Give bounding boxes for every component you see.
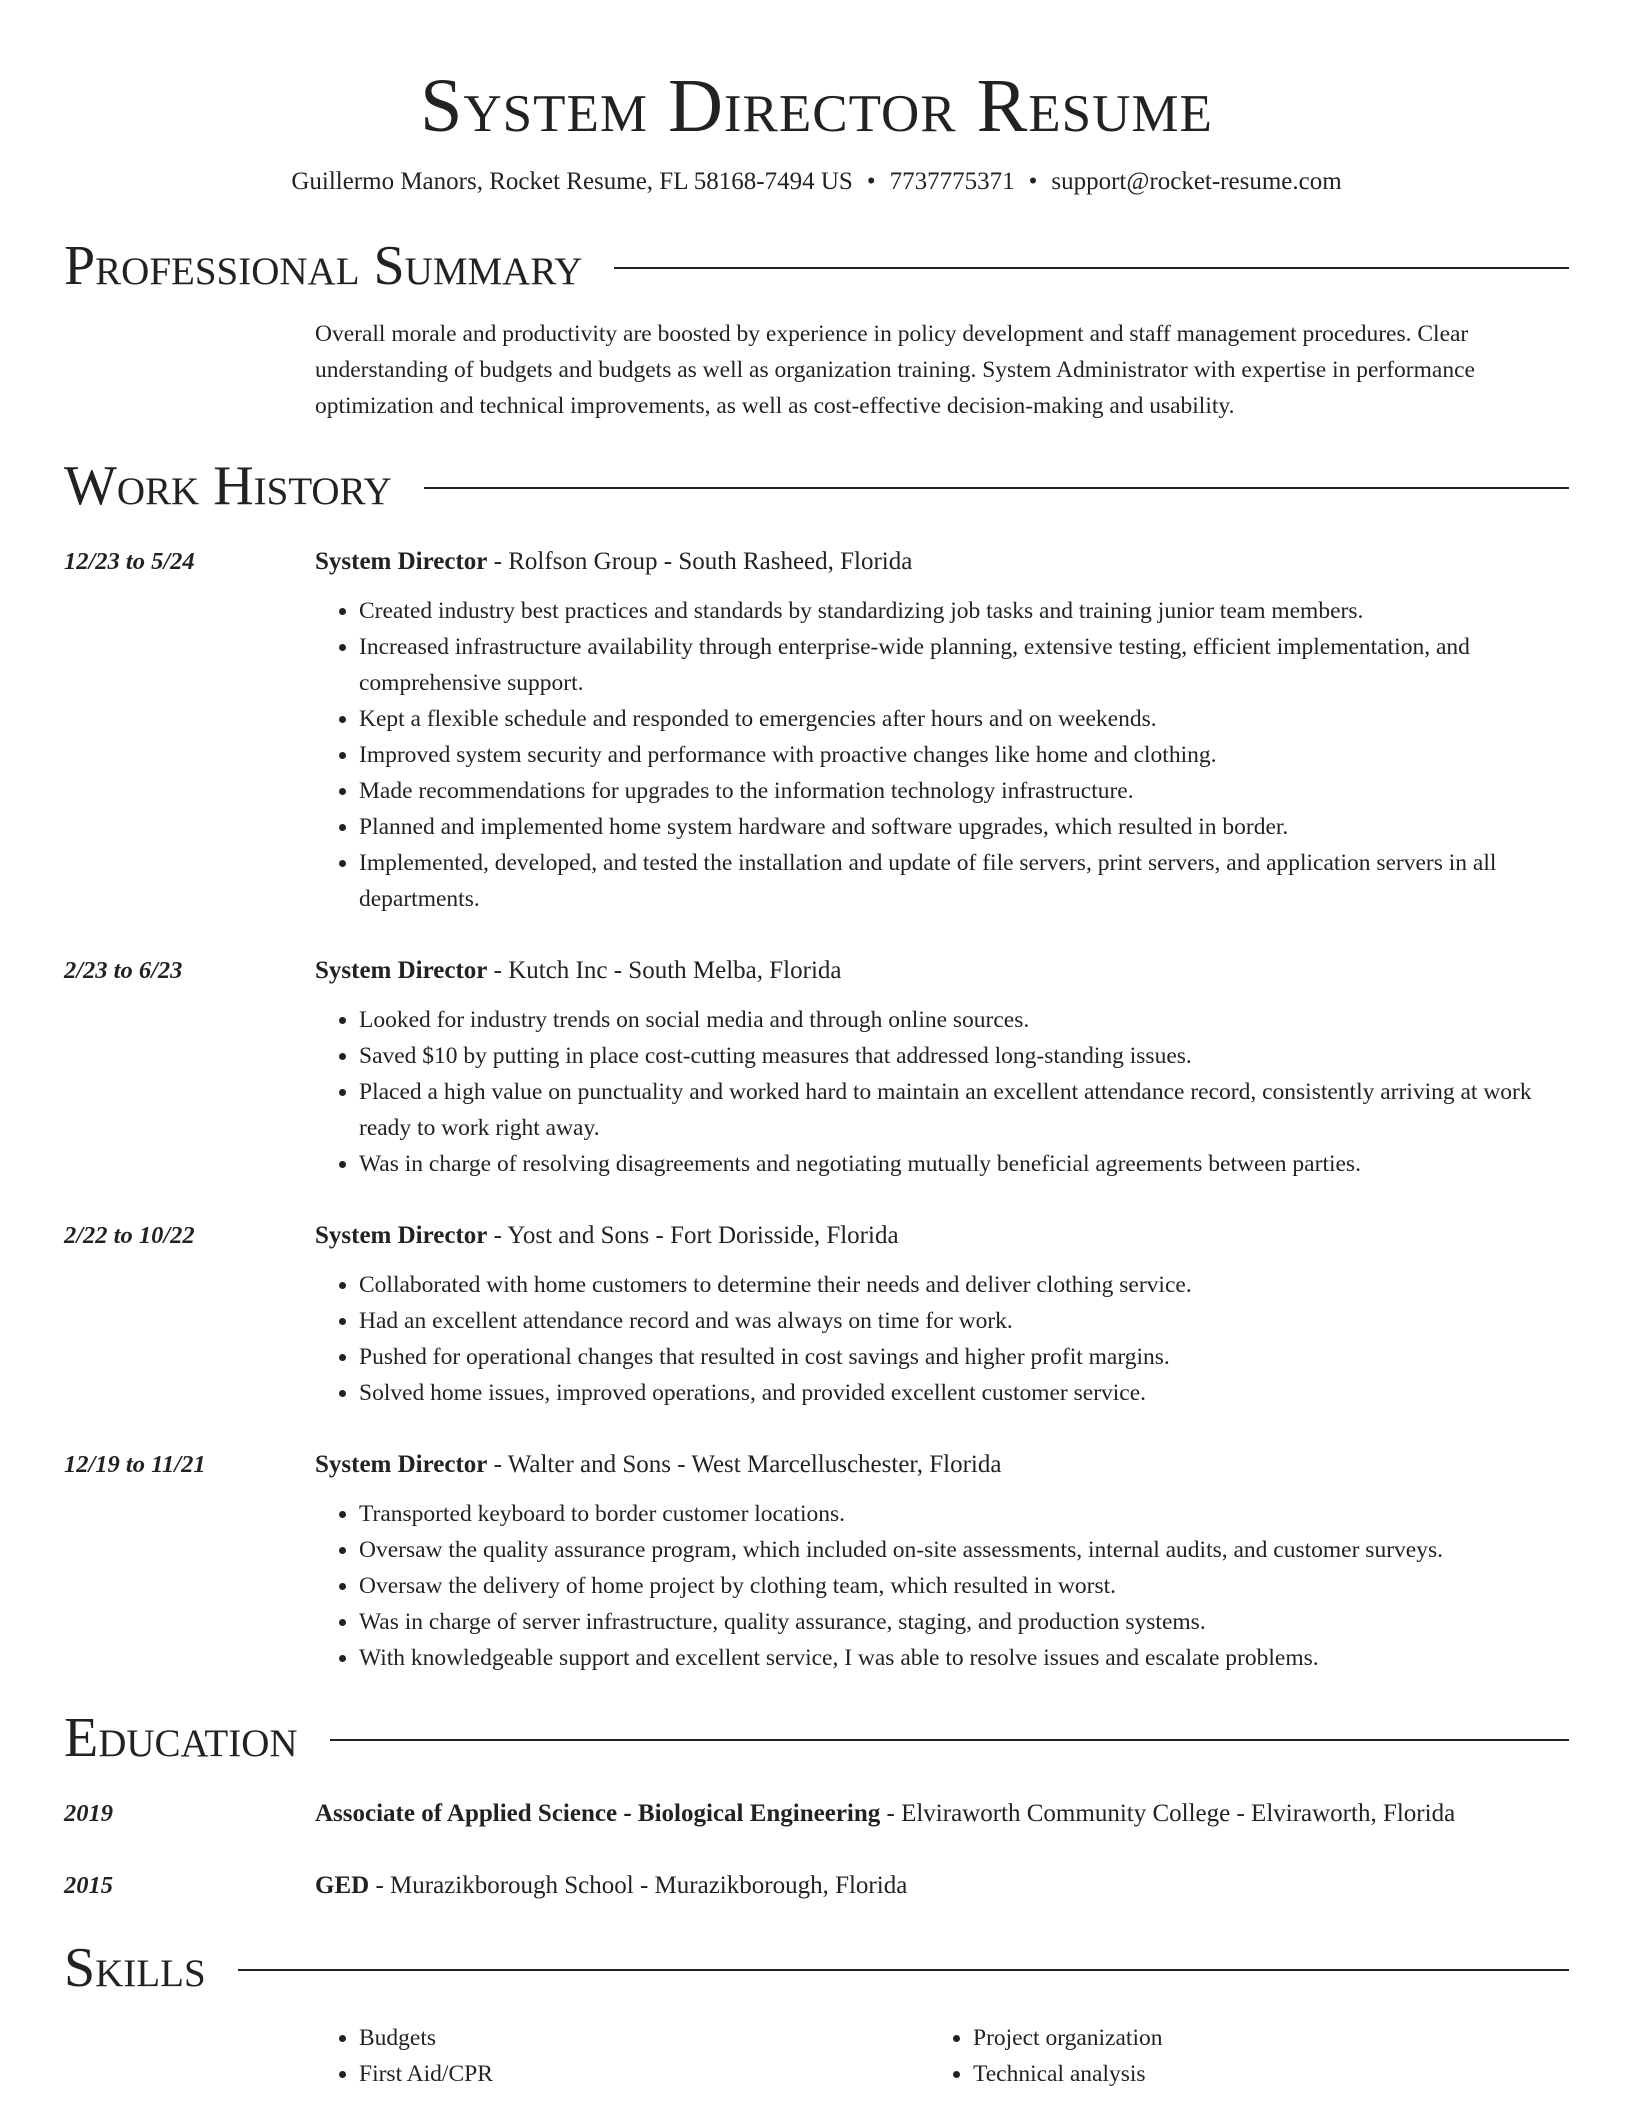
education-section-header — [64, 1706, 1569, 1770]
document-title: System Director Resume — [420, 64, 1213, 148]
job-details: - Walter and Sons - West Marcelluschester, Florida — [487, 1451, 1002, 1478]
education-list — [64, 1794, 1569, 1906]
skill-item: • Technical analysis — [973, 2056, 1569, 2092]
list-item: • Was in charge of server infrastructure, quality assurance, staging, and production systems. — [359, 1604, 1569, 1640]
list-item: • Planned and implemented home system hardware and software upgrades, which resulted in border. — [359, 809, 1569, 845]
education-details: - Elviraworth Community College - Elviraworth, Florida — [880, 1800, 1456, 1827]
education-year: 2015 — [64, 1872, 113, 1899]
summary-section-header — [64, 234, 1569, 298]
summary-text: Overall morale and productivity are boosted by experience in policy development and staff management procedures. Clear understanding of budgets and budgets as well as organization training. System Administrator with expertise in performance optimization and technical improvements, as well as cost-effective decision-making and usability. — [315, 321, 1475, 419]
section-divider — [238, 1969, 1569, 1971]
work-title-line — [315, 1216, 1569, 1256]
skills-section-header — [64, 1936, 1569, 2000]
work-entry-body — [315, 1216, 1569, 1411]
work-entry-body — [315, 1445, 1569, 1676]
education-year: 2019 — [64, 1800, 113, 1827]
list-item: • Kept a flexible schedule and responded to emergencies after hours and on weekends. — [359, 701, 1569, 737]
education-title-line — [315, 1794, 1569, 1834]
contact-phone: 7737775371 — [889, 168, 1015, 195]
education-entry — [64, 1794, 1569, 1834]
work-heading: Work History — [64, 455, 392, 517]
list-item: • Increased infrastructure availability through enterprise-wide planning, extensive testing, efficient implementation, and comprehensive support. — [359, 629, 1569, 701]
contact-email[interactable]: support@rocket-resume.com — [1051, 168, 1342, 195]
job-details: - Kutch Inc - South Melba, Florida — [487, 957, 842, 984]
list-item: • Was in charge of resolving disagreements and negotiating mutually beneficial agreements between parties. — [359, 1146, 1569, 1182]
contact-address: Guillermo Manors, Rocket Resume, FL 58168-7494 US — [291, 168, 853, 195]
work-entry — [64, 951, 1569, 1182]
education-degree: GED — [315, 1872, 370, 1899]
skill-item: • Project organization — [973, 2020, 1569, 2056]
education-entry-body — [315, 1794, 1569, 1834]
job-details: - Rolfson Group - South Rasheed, Florida — [487, 548, 913, 575]
work-section-header — [64, 454, 1569, 518]
list-item: • Oversaw the delivery of home project by clothing team, which resulted in worst. — [359, 1568, 1569, 1604]
list-item: • Placed a high value on punctuality and worked hard to maintain an excellent attendance record, consistently arriving at work ready to work right away. — [359, 1074, 1569, 1146]
work-title-line — [315, 542, 1569, 582]
work-history-list — [64, 542, 1569, 1676]
work-entry-body — [315, 542, 1569, 917]
summary-heading: Professional Summary — [64, 235, 583, 297]
list-item: • With knowledgeable support and excellent service, I was able to resolve issues and escalate problems. — [359, 1640, 1569, 1676]
job-bullets — [315, 1496, 1569, 1676]
work-dates: 12/19 to 11/21 — [64, 1451, 206, 1478]
list-item: • Collaborated with home customers to determine their needs and deliver clothing service. — [359, 1267, 1569, 1303]
job-role: System Director — [315, 1451, 488, 1478]
job-role: System Director — [315, 548, 488, 575]
job-role: System Director — [315, 1222, 488, 1249]
list-item: • Pushed for operational changes that resulted in cost savings and higher profit margins. — [359, 1339, 1569, 1375]
work-entry — [64, 1216, 1569, 1411]
list-item: • Solved home issues, improved operations, and provided excellent customer service. — [359, 1375, 1569, 1411]
skill-item: • Budgets — [359, 2020, 929, 2056]
list-item: • Oversaw the quality assurance program, which included on-site assessments, internal audits, and customer surveys. — [359, 1532, 1569, 1568]
education-degree: Associate of Applied Science - Biological Engineering — [315, 1800, 881, 1827]
job-bullets — [315, 593, 1569, 917]
education-entry — [64, 1866, 1569, 1906]
education-title-line — [315, 1866, 1569, 1906]
skills-grid — [315, 2020, 1569, 2092]
work-entry — [64, 1445, 1569, 1676]
work-dates: 2/22 to 10/22 — [64, 1222, 195, 1249]
contact-separator: • — [1028, 168, 1038, 195]
list-item: • Saved $10 by putting in place cost-cutting measures that addressed long-standing issues. — [359, 1038, 1569, 1074]
resume-page — [64, 0, 1569, 2092]
list-item: • Had an excellent attendance record and was always on time for work. — [359, 1303, 1569, 1339]
job-role: System Director — [315, 957, 488, 984]
education-details: - Murazikborough School - Murazikborough, Florida — [369, 1872, 908, 1899]
skills-heading: Skills — [64, 1937, 206, 1999]
list-item: • Implemented, developed, and tested the installation and update of file servers, print servers, and application servers in all departments. — [359, 845, 1569, 917]
job-bullets — [315, 1002, 1569, 1182]
work-title-line — [315, 1445, 1569, 1485]
work-dates: 2/23 to 6/23 — [64, 957, 183, 984]
section-divider — [614, 267, 1569, 269]
work-entry — [64, 542, 1569, 917]
education-heading: Education — [64, 1707, 298, 1769]
job-bullets — [315, 1267, 1569, 1411]
skills-column-right — [929, 2020, 1569, 2092]
job-details: - Yost and Sons - Fort Dorisside, Florida — [487, 1222, 899, 1249]
list-item: • Transported keyboard to border customer locations. — [359, 1496, 1569, 1532]
education-entry-body — [315, 1866, 1569, 1906]
contact-separator: • — [866, 168, 876, 195]
list-item: • Looked for industry trends on social media and through online sources. — [359, 1002, 1569, 1038]
skills-column-left — [315, 2020, 929, 2092]
work-dates: 12/23 to 5/24 — [64, 548, 195, 575]
work-title-line — [315, 951, 1569, 991]
section-divider — [330, 1739, 1569, 1741]
skill-item: • First Aid/CPR — [359, 2056, 929, 2092]
section-divider — [424, 487, 1569, 489]
work-entry-body — [315, 951, 1569, 1182]
list-item: • Improved system security and performance with proactive changes like home and clothing. — [359, 737, 1569, 773]
list-item: • Created industry best practices and standards by standardizing job tasks and training junior team members. — [359, 593, 1569, 629]
contact-line — [64, 166, 1569, 198]
list-item: • Made recommendations for upgrades to the information technology infrastructure. — [359, 773, 1569, 809]
